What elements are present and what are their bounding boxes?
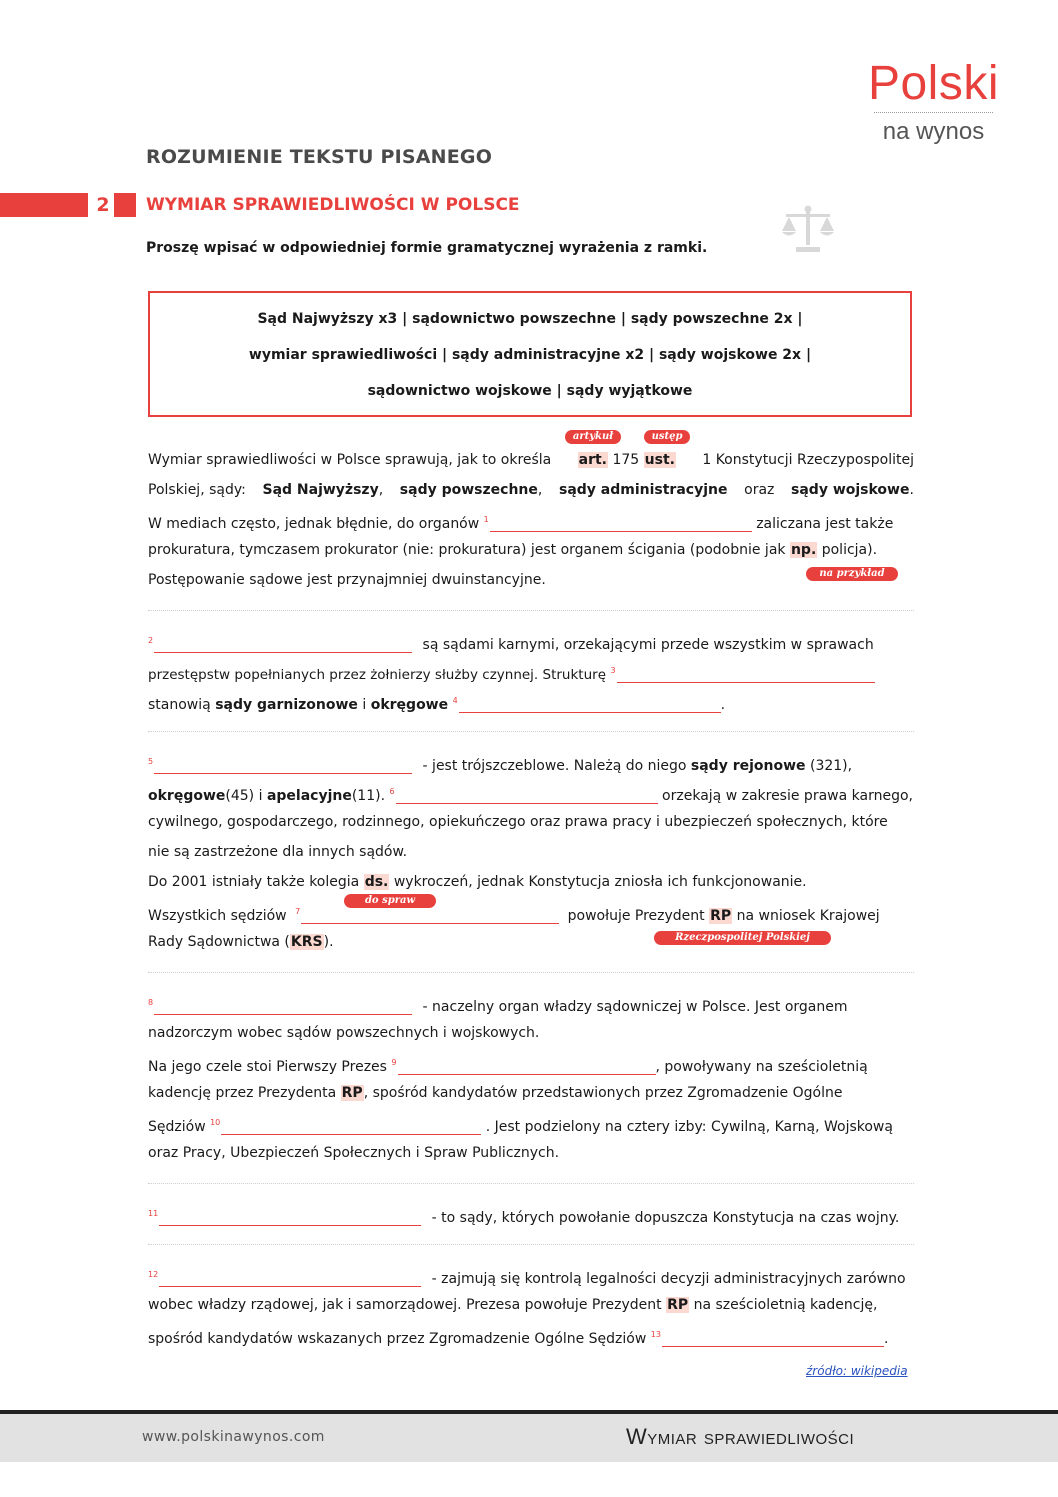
answer-blank-7[interactable]	[301, 905, 559, 924]
page-title: ROZUMIENIE TEKSTU PISANEGO	[146, 146, 493, 168]
text-line: spośród kandydatów wskazanych przez Zgromadzenie Ogólne Sędziów $^{13}$ .	[148, 1330, 889, 1347]
section-number: 2	[96, 194, 110, 216]
abbrev-krs: KRS	[290, 934, 323, 950]
instruction: Proszę wpisać w odpowiedniej formie gramatycznej wyrażenia z ramki.	[146, 240, 708, 256]
text-line: W mediach często, jednak błędnie, do organów $^1$ zaliczana jest także	[148, 515, 894, 532]
brand-logo	[866, 56, 1001, 145]
answer-blank-4[interactable]	[459, 694, 721, 713]
text-line: $^{12}$ - zajmują się kontrolą legalności decyzji administracyjnych zarówno	[148, 1270, 906, 1287]
text-line: Wymiar sprawiedliwości w Polsce sprawują, jak to określa art. 175 ust. 1 Konstytucji Rzeczypospolitej	[148, 452, 914, 468]
word-box	[148, 291, 912, 417]
answer-blank-10[interactable]	[221, 1116, 481, 1135]
blank-number: 11	[148, 1209, 159, 1218]
abbrev-tag-artykul: artykuł	[565, 430, 621, 444]
divider	[148, 731, 914, 732]
logo-divider	[874, 112, 993, 113]
abbrev-tag-rp: Rzeczpospolitej Polskiej	[654, 931, 831, 945]
section-title: WYMIAR SPRAWIEDLIWOŚCI W POLSCE	[146, 195, 520, 215]
text-line: $^2$ są sądami karnymi, orzekającymi przede wszystkim w sprawach	[148, 636, 874, 653]
text-line: okręgowe(45) i apelacyjne(11). $^6$ orzekają w zakresie prawa karnego,	[148, 787, 913, 804]
footer-url[interactable]: www.polskinawynos.com	[142, 1429, 325, 1445]
scales-of-justice-icon	[780, 205, 836, 255]
text-line: Postępowanie sądowe jest przynajmniej dwuinstancyjne.	[148, 572, 546, 588]
abbrev-rp: RP	[341, 1085, 363, 1101]
text-line: wobec władzy rządowej, jak i samorządowej. Prezesa powołuje Prezydent RP na sześcioletnią kadencję,	[148, 1297, 878, 1313]
blank-number: 4	[452, 696, 458, 705]
blank-number: 13	[650, 1330, 661, 1339]
blank-number: 7	[295, 907, 301, 916]
footer-title: Wymiar sprawiedliwości	[626, 1424, 855, 1449]
answer-blank-9[interactable]	[398, 1056, 656, 1075]
logo-subtitle: na wynos	[882, 118, 985, 145]
text-line: Polskiej, sądy: Sąd Najwyższy, sądy powszechne, sądy administracyjne oraz sądy wojskowe.	[148, 482, 914, 498]
blank-number: 9	[391, 1058, 397, 1067]
text-line: $^5$ - jest trójszczeblowe. Należą do niego sądy rejonowe (321),	[148, 757, 853, 774]
section-bar-end	[114, 193, 136, 217]
text-line: stanowią sądy garnizonowe i okręgowe $^4$ .	[148, 696, 726, 713]
section-bar	[0, 193, 88, 217]
text-line: kadencję przez Prezydenta RP, spośród kandydatów przedstawionych przez Zgromadzenie Ogólne	[148, 1085, 843, 1101]
blank-number: 2	[148, 636, 154, 645]
abbrev-tag-do-spraw: do spraw	[344, 894, 436, 908]
answer-blank-8[interactable]	[154, 996, 412, 1015]
answer-blank-2[interactable]	[154, 634, 412, 653]
text-line: Rady Sądownictwa (KRS).	[148, 934, 334, 950]
text-line: oraz Pracy, Ubezpieczeń Społecznych i Spraw Publicznych.	[148, 1145, 560, 1161]
text-line: $^8$ - naczelny organ władzy sądowniczej w Polsce. Jest organem	[148, 998, 848, 1015]
answer-blank-3[interactable]	[617, 664, 875, 683]
source-link[interactable]: źródło: wikipedia	[806, 1364, 908, 1378]
text-line: Sędziów $^{10}$ . Jest podzielony na cztery izby: Cywilną, Karną, Wojskową	[148, 1118, 893, 1135]
answer-blank-11[interactable]	[159, 1207, 421, 1226]
blank-number: 8	[148, 998, 154, 1007]
abbrev-ust: ust.	[644, 452, 675, 468]
text-line: prokuratura, tymczasem prokurator (nie: prokuratura) jest organem ścigania (podobnie jak np. policja).	[148, 542, 878, 558]
divider	[148, 972, 914, 973]
text-line: Do 2001 istniały także kolegia ds. wykroczeń, jednak Konstytucja zniosła ich funkcjonowanie.	[148, 874, 807, 890]
word-box-line: sądownictwo wojskowe | sądy wyjątkowe	[367, 383, 693, 399]
blank-number: 1	[483, 515, 489, 524]
blank-number: 10	[210, 1118, 221, 1127]
answer-blank-1[interactable]	[490, 513, 752, 532]
divider	[148, 1244, 914, 1245]
abbrev-rp: RP	[710, 908, 732, 924]
text-line: cywilnego, gospodarczego, rodzinnego, opiekuńczego oraz prawa pracy i ubezpieczeń społecznych, które	[148, 814, 888, 830]
blank-number: 3	[610, 666, 616, 675]
answer-blank-13[interactable]	[662, 1328, 884, 1347]
blank-number: 6	[389, 787, 395, 796]
answer-blank-6[interactable]	[396, 785, 658, 804]
text-line: Wszystkich sędziów $^7$ powołuje Prezydent RP na wniosek Krajowej	[148, 907, 880, 924]
text-line: przestępstw popełnianych przez żołnierzy służby czynnej. Strukturę $^3$	[148, 656, 914, 686]
abbrev-art: art.	[578, 452, 608, 468]
divider	[148, 610, 914, 611]
text-line: $^{11}$ - to sądy, których powołanie dopuszcza Konstytucja na czas wojny.	[148, 1209, 900, 1226]
blank-number: 12	[148, 1270, 159, 1279]
answer-blank-5[interactable]	[154, 755, 412, 774]
text-line: nadzorczym wobec sądów powszechnych i wojskowych.	[148, 1025, 540, 1041]
abbrev-np: np.	[790, 542, 817, 558]
text-line: nie są zastrzeżone dla innych sądów.	[148, 844, 408, 860]
blank-number: 5	[148, 757, 154, 766]
abbrev-ds: ds.	[364, 874, 389, 890]
answer-blank-12[interactable]	[159, 1268, 421, 1287]
abbrev-tag-na-przyklad: na przykład	[806, 567, 898, 581]
divider	[148, 1183, 914, 1184]
word-box-line: wymiar sprawiedliwości | sądy administracyjne x2 | sądy wojskowe 2x |	[248, 347, 812, 363]
text-line: Na jego czele stoi Pierwszy Prezes $^9$ , powoływany na sześcioletnią	[148, 1058, 868, 1075]
word-box-line: Sąd Najwyższy x3 | sądownictwo powszechne | sądy powszechne 2x |	[257, 311, 803, 327]
logo-word: Polski	[867, 57, 1000, 110]
abbrev-tag-ustep: ustęp	[644, 430, 690, 444]
abbrev-rp: RP	[667, 1297, 689, 1313]
